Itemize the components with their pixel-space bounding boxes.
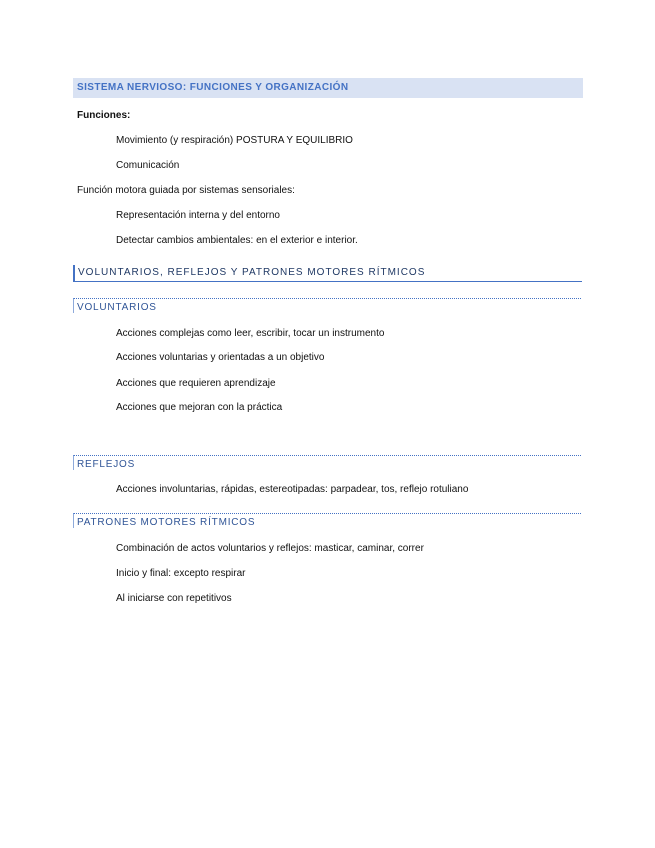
list-item: Acciones involuntarias, rápidas, estereotipadas: parpadear, tos, reflejo rotuliano	[116, 484, 469, 495]
list-item: Comunicación	[116, 160, 180, 171]
list-item: Acciones que requieren aprendizaje	[116, 378, 276, 389]
list-item: Inicio y final: excepto respirar	[116, 568, 246, 579]
list-item: Detectar cambios ambientales: en el exterior e interior.	[116, 235, 358, 246]
list-item: Al iniciarse con repetitivos	[116, 593, 232, 604]
list-item: Movimiento (y respiración) POSTURA Y EQUILIBRIO	[116, 135, 353, 146]
list-item: Acciones que mejoran con la práctica	[116, 402, 283, 413]
voluntarios-heading	[73, 298, 581, 313]
patrones-heading-text: PATRONES MOTORES RÍTMICOS	[77, 517, 256, 528]
funciones-label: Funciones:	[77, 110, 131, 121]
title-banner	[73, 78, 583, 98]
list-item: Acciones voluntarias y orientadas a un objetivo	[116, 352, 325, 363]
section-heading	[73, 265, 582, 282]
reflejos-heading	[73, 455, 581, 470]
list-item: Representación interna y del entorno	[116, 210, 280, 221]
section-heading-text: VOLUNTARIOS, REFLEJOS Y PATRONES MOTORES RÍTMICOS	[78, 267, 426, 278]
list-item: Acciones complejas como leer, escribir, tocar un instrumento	[116, 328, 385, 339]
patrones-heading	[73, 513, 581, 528]
list-item: Combinación de actos voluntarios y reflejos: masticar, caminar, correr	[116, 543, 424, 554]
reflejos-heading-text: REFLEJOS	[77, 459, 136, 470]
voluntarios-heading-text: VOLUNTARIOS	[77, 302, 157, 313]
motora-label: Función motora guiada por sistemas sensoriales:	[77, 185, 295, 196]
document-title: SISTEMA NERVIOSO: FUNCIONES Y ORGANIZACIÓN	[77, 82, 349, 93]
